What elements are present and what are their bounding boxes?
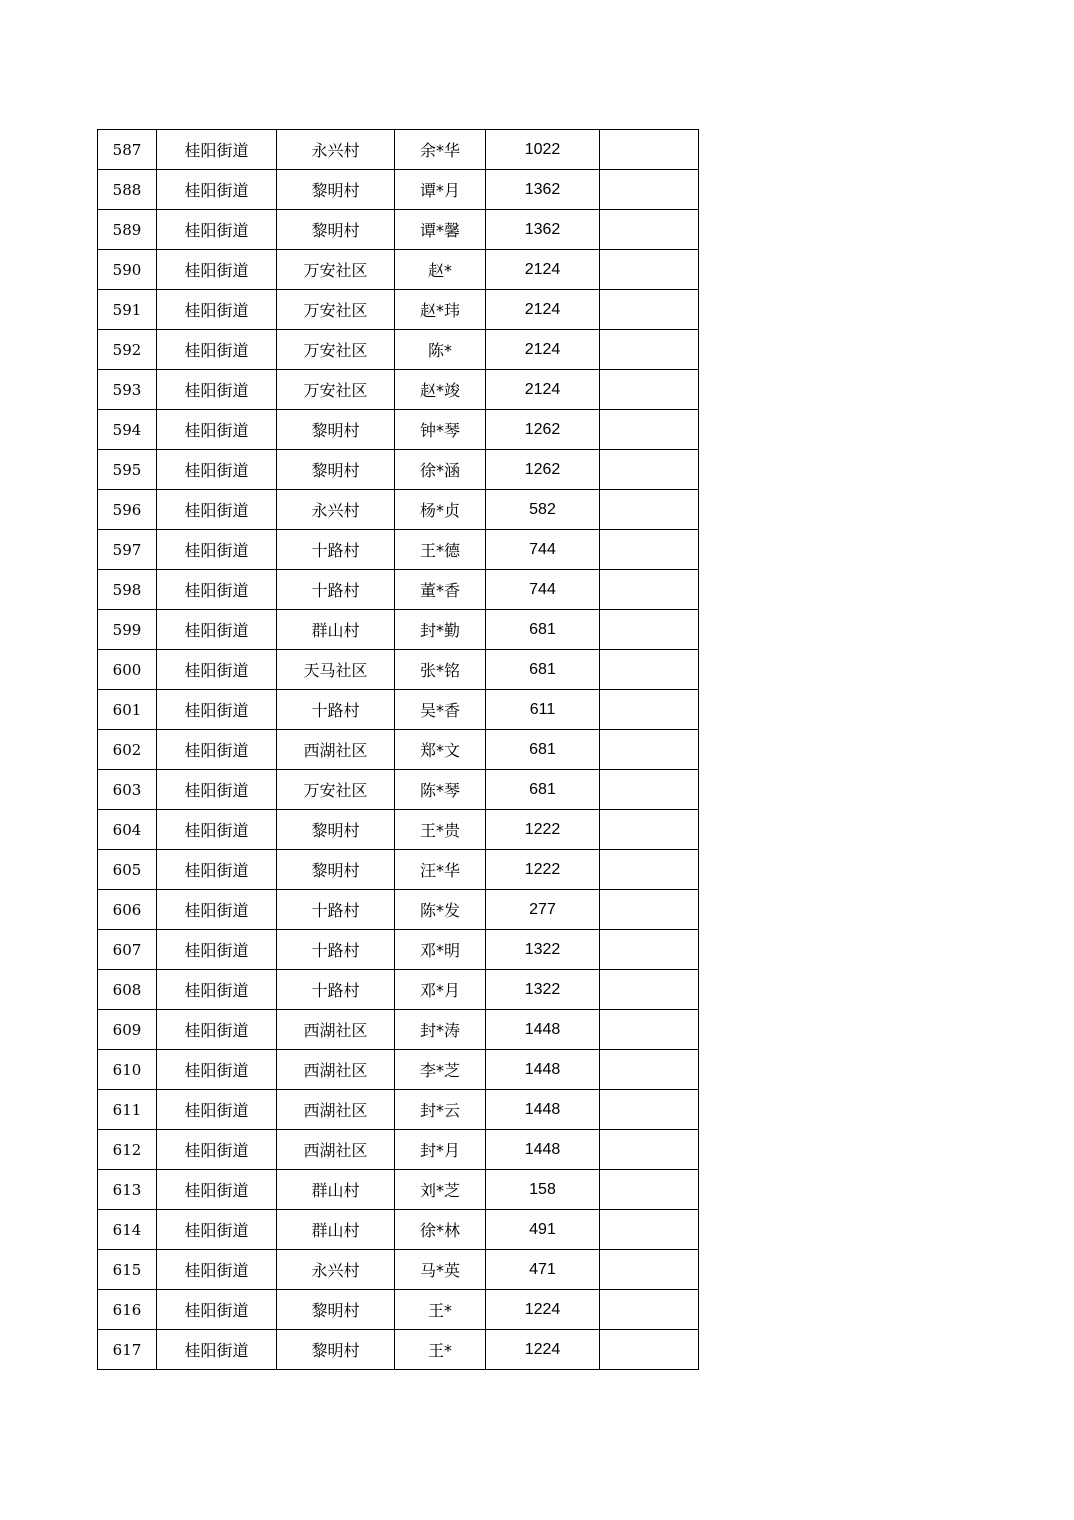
note-cell xyxy=(600,1010,699,1050)
street-cell: 桂阳街道 xyxy=(157,890,277,930)
amount-cell: 1448 xyxy=(486,1090,600,1130)
row-number-cell: 588 xyxy=(98,170,157,210)
street-cell: 桂阳街道 xyxy=(157,330,277,370)
amount-cell: 1224 xyxy=(486,1290,600,1330)
amount-cell: 2124 xyxy=(486,330,600,370)
note-cell xyxy=(600,1210,699,1250)
village-cell: 黎明村 xyxy=(277,450,395,490)
table-row xyxy=(98,250,699,290)
name-cell: 钟*琴 xyxy=(395,410,486,450)
row-number-cell: 611 xyxy=(98,1090,157,1130)
village-cell: 万安社区 xyxy=(277,250,395,290)
village-cell: 十路村 xyxy=(277,690,395,730)
note-cell xyxy=(600,730,699,770)
street-cell: 桂阳街道 xyxy=(157,1170,277,1210)
street-cell: 桂阳街道 xyxy=(157,530,277,570)
village-cell: 十路村 xyxy=(277,930,395,970)
street-cell: 桂阳街道 xyxy=(157,450,277,490)
records-table-body xyxy=(98,130,699,1370)
village-cell: 西湖社区 xyxy=(277,1090,395,1130)
amount-cell: 277 xyxy=(486,890,600,930)
street-cell: 桂阳街道 xyxy=(157,170,277,210)
note-cell xyxy=(600,1250,699,1290)
street-cell: 桂阳街道 xyxy=(157,810,277,850)
table-row xyxy=(98,850,699,890)
note-cell xyxy=(600,570,699,610)
table-row xyxy=(98,210,699,250)
street-cell: 桂阳街道 xyxy=(157,410,277,450)
village-cell: 群山村 xyxy=(277,1170,395,1210)
street-cell: 桂阳街道 xyxy=(157,1010,277,1050)
village-cell: 黎明村 xyxy=(277,1330,395,1370)
name-cell: 王*贵 xyxy=(395,810,486,850)
village-cell: 天马社区 xyxy=(277,650,395,690)
table-row xyxy=(98,970,699,1010)
note-cell xyxy=(600,970,699,1010)
table-row xyxy=(98,610,699,650)
table-row xyxy=(98,730,699,770)
amount-cell: 1448 xyxy=(486,1010,600,1050)
row-number-cell: 616 xyxy=(98,1290,157,1330)
note-cell xyxy=(600,170,699,210)
table-row xyxy=(98,770,699,810)
street-cell: 桂阳街道 xyxy=(157,490,277,530)
village-cell: 永兴村 xyxy=(277,490,395,530)
table-row xyxy=(98,1250,699,1290)
row-number-cell: 597 xyxy=(98,530,157,570)
name-cell: 马*英 xyxy=(395,1250,486,1290)
name-cell: 封*月 xyxy=(395,1130,486,1170)
amount-cell: 1448 xyxy=(486,1050,600,1090)
village-cell: 十路村 xyxy=(277,890,395,930)
table-row xyxy=(98,930,699,970)
table-row xyxy=(98,170,699,210)
table-row xyxy=(98,1290,699,1330)
amount-cell: 681 xyxy=(486,610,600,650)
amount-cell: 681 xyxy=(486,770,600,810)
note-cell xyxy=(600,810,699,850)
row-number-cell: 591 xyxy=(98,290,157,330)
row-number-cell: 599 xyxy=(98,610,157,650)
row-number-cell: 603 xyxy=(98,770,157,810)
village-cell: 西湖社区 xyxy=(277,1130,395,1170)
street-cell: 桂阳街道 xyxy=(157,970,277,1010)
street-cell: 桂阳街道 xyxy=(157,1330,277,1370)
village-cell: 十路村 xyxy=(277,530,395,570)
table-row xyxy=(98,1130,699,1170)
note-cell xyxy=(600,770,699,810)
street-cell: 桂阳街道 xyxy=(157,370,277,410)
records-table xyxy=(97,129,699,1370)
amount-cell: 1222 xyxy=(486,810,600,850)
row-number-cell: 594 xyxy=(98,410,157,450)
row-number-cell: 613 xyxy=(98,1170,157,1210)
note-cell xyxy=(600,530,699,570)
village-cell: 黎明村 xyxy=(277,170,395,210)
village-cell: 万安社区 xyxy=(277,770,395,810)
name-cell: 谭*月 xyxy=(395,170,486,210)
name-cell: 谭*馨 xyxy=(395,210,486,250)
name-cell: 陈*琴 xyxy=(395,770,486,810)
name-cell: 赵*竣 xyxy=(395,370,486,410)
amount-cell: 1262 xyxy=(486,410,600,450)
name-cell: 封*涛 xyxy=(395,1010,486,1050)
table-row xyxy=(98,1090,699,1130)
name-cell: 陈*发 xyxy=(395,890,486,930)
table-row xyxy=(98,490,699,530)
amount-cell: 2124 xyxy=(486,290,600,330)
row-number-cell: 596 xyxy=(98,490,157,530)
row-number-cell: 606 xyxy=(98,890,157,930)
amount-cell: 582 xyxy=(486,490,600,530)
name-cell: 汪*华 xyxy=(395,850,486,890)
village-cell: 黎明村 xyxy=(277,1290,395,1330)
table-row xyxy=(98,810,699,850)
village-cell: 万安社区 xyxy=(277,290,395,330)
village-cell: 永兴村 xyxy=(277,130,395,170)
note-cell xyxy=(600,930,699,970)
village-cell: 黎明村 xyxy=(277,850,395,890)
row-number-cell: 607 xyxy=(98,930,157,970)
name-cell: 张*铭 xyxy=(395,650,486,690)
street-cell: 桂阳街道 xyxy=(157,1050,277,1090)
village-cell: 西湖社区 xyxy=(277,1050,395,1090)
name-cell: 邓*月 xyxy=(395,970,486,1010)
table-row xyxy=(98,690,699,730)
note-cell xyxy=(600,410,699,450)
note-cell xyxy=(600,1050,699,1090)
street-cell: 桂阳街道 xyxy=(157,930,277,970)
row-number-cell: 609 xyxy=(98,1010,157,1050)
amount-cell: 744 xyxy=(486,530,600,570)
row-number-cell: 615 xyxy=(98,1250,157,1290)
note-cell xyxy=(600,650,699,690)
name-cell: 余*华 xyxy=(395,130,486,170)
table-row xyxy=(98,650,699,690)
amount-cell: 744 xyxy=(486,570,600,610)
street-cell: 桂阳街道 xyxy=(157,690,277,730)
row-number-cell: 593 xyxy=(98,370,157,410)
name-cell: 杨*贞 xyxy=(395,490,486,530)
row-number-cell: 604 xyxy=(98,810,157,850)
row-number-cell: 608 xyxy=(98,970,157,1010)
amount-cell: 611 xyxy=(486,690,600,730)
street-cell: 桂阳街道 xyxy=(157,730,277,770)
table-row xyxy=(98,330,699,370)
amount-cell: 158 xyxy=(486,1170,600,1210)
village-cell: 黎明村 xyxy=(277,810,395,850)
name-cell: 郑*文 xyxy=(395,730,486,770)
name-cell: 封*勤 xyxy=(395,610,486,650)
street-cell: 桂阳街道 xyxy=(157,1130,277,1170)
table-row xyxy=(98,1010,699,1050)
row-number-cell: 592 xyxy=(98,330,157,370)
street-cell: 桂阳街道 xyxy=(157,850,277,890)
row-number-cell: 600 xyxy=(98,650,157,690)
name-cell: 徐*涵 xyxy=(395,450,486,490)
note-cell xyxy=(600,1290,699,1330)
village-cell: 黎明村 xyxy=(277,210,395,250)
table-row xyxy=(98,410,699,450)
note-cell xyxy=(600,1170,699,1210)
note-cell xyxy=(600,1330,699,1370)
name-cell: 李*芝 xyxy=(395,1050,486,1090)
note-cell xyxy=(600,690,699,730)
note-cell xyxy=(600,610,699,650)
name-cell: 徐*林 xyxy=(395,1210,486,1250)
amount-cell: 1022 xyxy=(486,130,600,170)
street-cell: 桂阳街道 xyxy=(157,1210,277,1250)
row-number-cell: 595 xyxy=(98,450,157,490)
row-number-cell: 602 xyxy=(98,730,157,770)
row-number-cell: 617 xyxy=(98,1330,157,1370)
village-cell: 西湖社区 xyxy=(277,730,395,770)
village-cell: 十路村 xyxy=(277,970,395,1010)
amount-cell: 1262 xyxy=(486,450,600,490)
name-cell: 赵* xyxy=(395,250,486,290)
note-cell xyxy=(600,490,699,530)
note-cell xyxy=(600,330,699,370)
name-cell: 王* xyxy=(395,1330,486,1370)
name-cell: 王*德 xyxy=(395,530,486,570)
street-cell: 桂阳街道 xyxy=(157,610,277,650)
row-number-cell: 587 xyxy=(98,130,157,170)
street-cell: 桂阳街道 xyxy=(157,210,277,250)
table-row xyxy=(98,130,699,170)
amount-cell: 471 xyxy=(486,1250,600,1290)
note-cell xyxy=(600,130,699,170)
amount-cell: 681 xyxy=(486,650,600,690)
table-row xyxy=(98,1210,699,1250)
amount-cell: 1322 xyxy=(486,930,600,970)
note-cell xyxy=(600,1090,699,1130)
note-cell xyxy=(600,250,699,290)
amount-cell: 2124 xyxy=(486,250,600,290)
name-cell: 吴*香 xyxy=(395,690,486,730)
name-cell: 封*云 xyxy=(395,1090,486,1130)
street-cell: 桂阳街道 xyxy=(157,130,277,170)
table-row xyxy=(98,1330,699,1370)
name-cell: 邓*明 xyxy=(395,930,486,970)
village-cell: 黎明村 xyxy=(277,410,395,450)
row-number-cell: 612 xyxy=(98,1130,157,1170)
street-cell: 桂阳街道 xyxy=(157,1290,277,1330)
street-cell: 桂阳街道 xyxy=(157,770,277,810)
row-number-cell: 605 xyxy=(98,850,157,890)
amount-cell: 1322 xyxy=(486,970,600,1010)
note-cell xyxy=(600,450,699,490)
name-cell: 赵*玮 xyxy=(395,290,486,330)
amount-cell: 1362 xyxy=(486,170,600,210)
amount-cell: 2124 xyxy=(486,370,600,410)
note-cell xyxy=(600,1130,699,1170)
street-cell: 桂阳街道 xyxy=(157,570,277,610)
row-number-cell: 598 xyxy=(98,570,157,610)
village-cell: 群山村 xyxy=(277,610,395,650)
row-number-cell: 590 xyxy=(98,250,157,290)
name-cell: 董*香 xyxy=(395,570,486,610)
street-cell: 桂阳街道 xyxy=(157,290,277,330)
note-cell xyxy=(600,370,699,410)
village-cell: 群山村 xyxy=(277,1210,395,1250)
row-number-cell: 614 xyxy=(98,1210,157,1250)
table-row xyxy=(98,530,699,570)
amount-cell: 1362 xyxy=(486,210,600,250)
note-cell xyxy=(600,890,699,930)
street-cell: 桂阳街道 xyxy=(157,650,277,690)
street-cell: 桂阳街道 xyxy=(157,250,277,290)
table-row xyxy=(98,570,699,610)
name-cell: 陈* xyxy=(395,330,486,370)
amount-cell: 681 xyxy=(486,730,600,770)
amount-cell: 1224 xyxy=(486,1330,600,1370)
village-cell: 永兴村 xyxy=(277,1250,395,1290)
name-cell: 王* xyxy=(395,1290,486,1330)
table-row xyxy=(98,450,699,490)
village-cell: 万安社区 xyxy=(277,330,395,370)
amount-cell: 1448 xyxy=(486,1130,600,1170)
row-number-cell: 589 xyxy=(98,210,157,250)
street-cell: 桂阳街道 xyxy=(157,1250,277,1290)
table-row xyxy=(98,890,699,930)
amount-cell: 1222 xyxy=(486,850,600,890)
village-cell: 西湖社区 xyxy=(277,1010,395,1050)
note-cell xyxy=(600,290,699,330)
street-cell: 桂阳街道 xyxy=(157,1090,277,1130)
table-row xyxy=(98,370,699,410)
note-cell xyxy=(600,850,699,890)
name-cell: 刘*芝 xyxy=(395,1170,486,1210)
table-row xyxy=(98,1050,699,1090)
table-row xyxy=(98,290,699,330)
table-row xyxy=(98,1170,699,1210)
village-cell: 十路村 xyxy=(277,570,395,610)
row-number-cell: 610 xyxy=(98,1050,157,1090)
amount-cell: 491 xyxy=(486,1210,600,1250)
village-cell: 万安社区 xyxy=(277,370,395,410)
row-number-cell: 601 xyxy=(98,690,157,730)
note-cell xyxy=(600,210,699,250)
